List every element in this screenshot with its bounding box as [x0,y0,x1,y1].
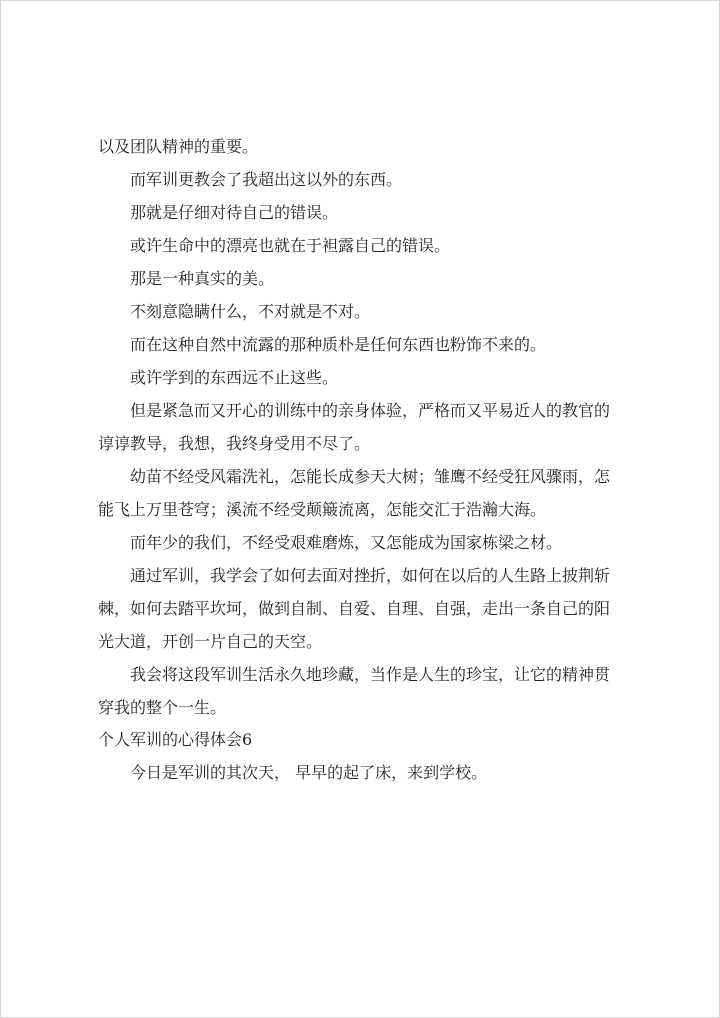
paragraph-line: 我会将这段军训生活永久地珍藏，当作是人生的珍宝，让它的精神贯 [130,665,611,684]
paragraph-line: 幼苗不经受风霜洗礼，怎能长成参天大树；雏鹰不经受狂风骤雨，怎 [130,467,611,486]
paragraph-line: 那是一种真实的美。 [130,269,275,288]
paragraph-line: 而军训更教会了我超出这以外的东西。 [130,170,403,189]
paragraph-line: 或许学到的东西远不止这些。 [130,368,339,387]
paragraph-line: 穿我的整个一生。 [98,698,227,717]
paragraph-line: 今日是军训的其次天， 早早的起了床，来到学校。 [130,763,488,782]
paragraph-line: 但是紧急而又开心的训练中的亲身体验，严格而又平易近人的教官的 [130,401,611,420]
paragraph-line: 而在这种自然中流露的那种质朴是任何东西也粉饰不来的。 [130,335,547,354]
paragraph-line: 或许生命中的漂亮也就在于袒露自己的错误。 [130,236,451,255]
paragraph-line: 谆谆教导，我想，我终身受用不尽了。 [98,434,371,453]
document-body [98,130,638,789]
paragraph-line: 以及团队精神的重要。 [98,137,259,156]
paragraph-line: 通过军训，我学会了如何去面对挫折，如何在以后的人生路上披荆斩 [130,566,611,585]
paragraph-line: 而年少的我们，不经受艰难磨炼，又怎能成为国家栋梁之材。 [130,533,563,552]
paragraph-line: 不刻意隐瞒什么，不对就是不对。 [130,302,371,321]
paragraph-line: 能飞上万里苍穹；溪流不经受颠簸流离，怎能交汇于浩瀚大海。 [98,500,547,519]
section-heading: 个人军训的心得体会6 [98,730,253,749]
paragraph-line: 光大道，开创一片自己的天空。 [98,632,323,651]
paragraph-line: 棘，如何去踏平坎坷，做到自制、自爱、自理、自强，走出一条自己的阳 [98,599,611,618]
paragraph-line: 那就是仔细对待自己的错误。 [130,203,339,222]
